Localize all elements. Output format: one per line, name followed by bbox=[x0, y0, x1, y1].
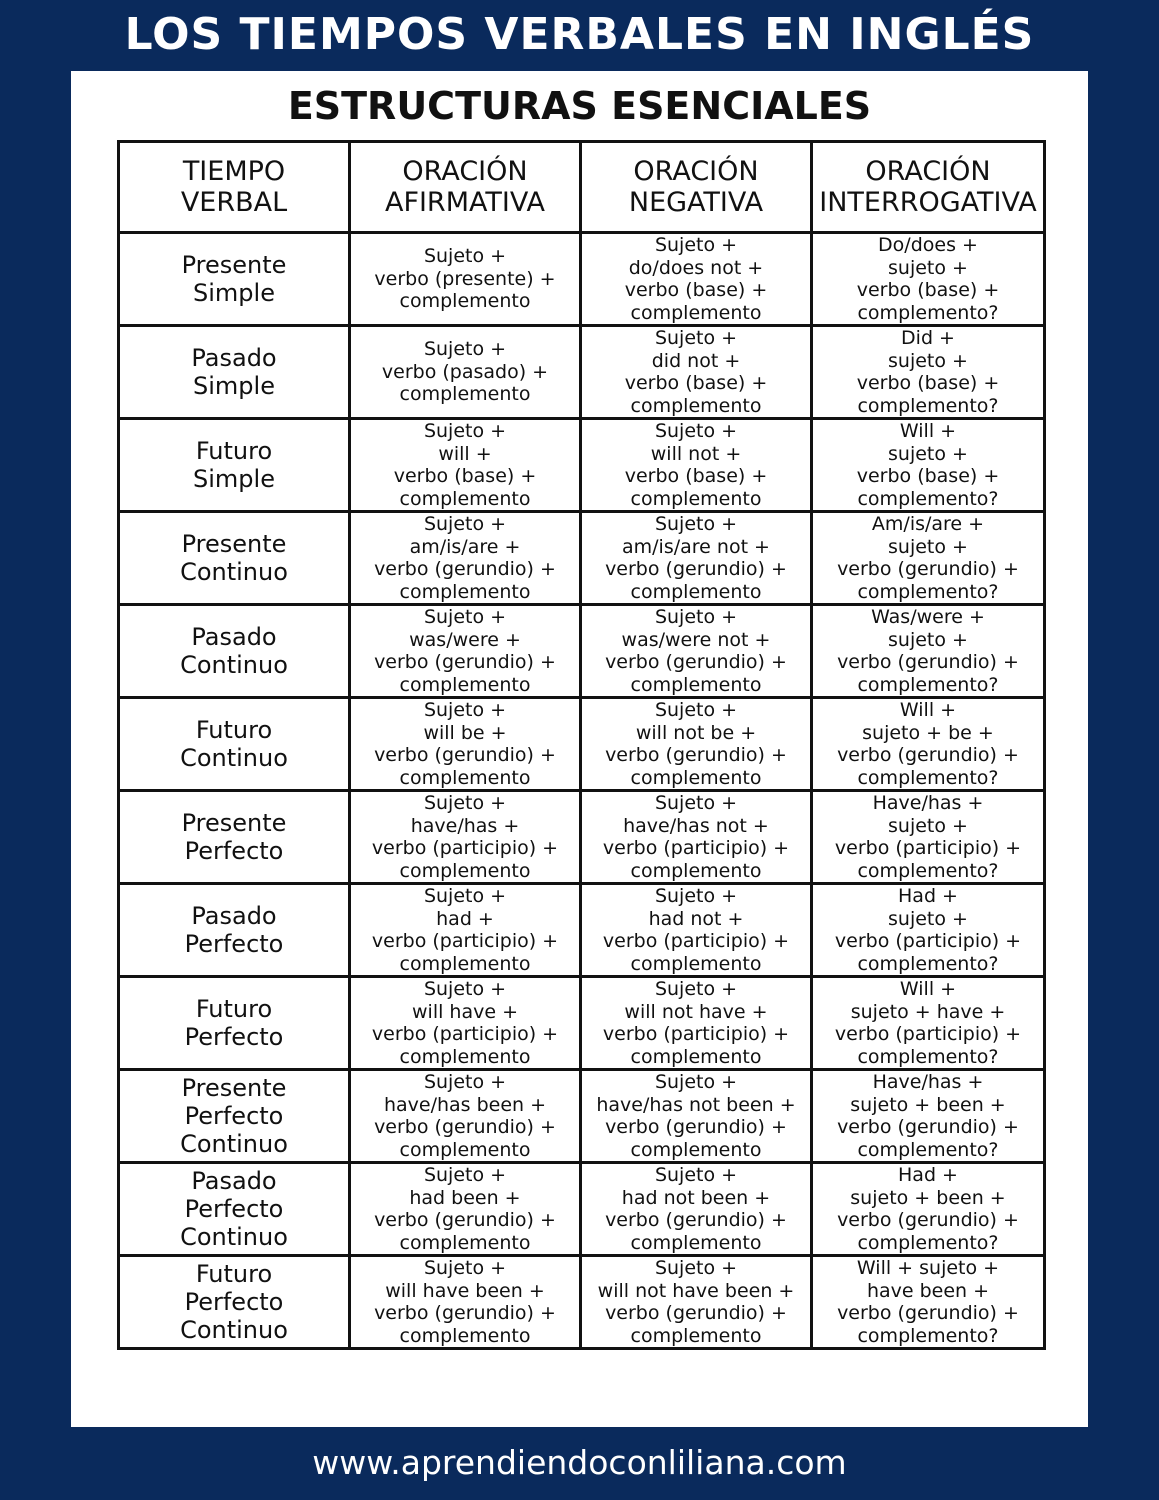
table-row bbox=[119, 512, 1045, 605]
cell-line: complemento bbox=[399, 580, 531, 603]
cell-line: have/has + bbox=[410, 814, 520, 837]
interrogative-cell bbox=[812, 233, 1045, 326]
cell-line: do/does not + bbox=[628, 256, 764, 279]
cell-line: Presente bbox=[181, 251, 287, 279]
cell-line: verbo (gerundio) + bbox=[605, 744, 787, 766]
header-interrogative bbox=[812, 142, 1045, 233]
affirmative-cell bbox=[350, 419, 581, 512]
header-affirmative bbox=[350, 142, 581, 233]
header-negative bbox=[581, 142, 812, 233]
cell-line: will + bbox=[438, 442, 492, 465]
cell-line: Sujeto + bbox=[423, 1257, 507, 1279]
cell-line: did not + bbox=[651, 349, 741, 372]
cell-line: Futuro bbox=[195, 1260, 273, 1288]
affirmative-cell bbox=[350, 233, 581, 326]
cell-line: Sujeto + bbox=[423, 699, 507, 721]
header-line: AFIRMATIVA bbox=[384, 187, 546, 218]
interrogative-cell bbox=[812, 1163, 1045, 1256]
negative-cell bbox=[581, 326, 812, 419]
table-row bbox=[119, 1163, 1045, 1256]
cell-line: complemento? bbox=[857, 859, 999, 882]
verb-tense-table bbox=[117, 140, 1046, 1350]
tense-cell bbox=[119, 977, 350, 1070]
cell-line: verbo (participio) + bbox=[834, 837, 1022, 859]
negative-cell bbox=[581, 1163, 812, 1256]
cell-line: complemento bbox=[399, 1045, 531, 1068]
cell-line: complemento bbox=[630, 580, 762, 603]
interrogative-cell bbox=[812, 512, 1045, 605]
tense-cell bbox=[119, 512, 350, 605]
cell-line: will not + bbox=[650, 442, 742, 465]
cell-line: verbo (base) + bbox=[393, 465, 537, 487]
cell-line: verbo (gerundio) + bbox=[605, 1209, 787, 1231]
cell-line: Sujeto + bbox=[654, 606, 738, 628]
tense-cell bbox=[119, 884, 350, 977]
affirmative-cell bbox=[350, 791, 581, 884]
cell-line: Had + bbox=[898, 1164, 958, 1186]
cell-line: verbo (base) + bbox=[624, 279, 768, 301]
negative-cell bbox=[581, 884, 812, 977]
interrogative-cell bbox=[812, 698, 1045, 791]
cell-line: Sujeto + bbox=[423, 420, 507, 442]
cell-line: verbo (base) + bbox=[856, 372, 1000, 394]
affirmative-cell bbox=[350, 512, 581, 605]
cell-line: verbo (gerundio) + bbox=[837, 558, 1019, 580]
cell-line: complemento? bbox=[857, 1324, 999, 1347]
affirmative-cell bbox=[350, 605, 581, 698]
cell-line: complemento? bbox=[857, 952, 999, 975]
cell-line: Futuro bbox=[195, 995, 273, 1023]
cell-line: will have been + bbox=[385, 1279, 545, 1302]
cell-line: complemento? bbox=[857, 580, 999, 603]
cell-line: Was/were + bbox=[871, 606, 985, 628]
cell-line: was/were not + bbox=[621, 628, 771, 651]
cell-line: complemento bbox=[630, 487, 762, 510]
cell-line: verbo (participio) + bbox=[834, 930, 1022, 952]
table-row bbox=[119, 326, 1045, 419]
negative-cell bbox=[581, 791, 812, 884]
negative-cell bbox=[581, 605, 812, 698]
main-title: LOS TIEMPOS VERBALES EN INGLÉS bbox=[124, 9, 1035, 60]
cell-line: verbo (gerundio) + bbox=[605, 1302, 787, 1324]
cell-line: sujeto + bbox=[888, 628, 968, 651]
cell-line: Perfecto bbox=[184, 1288, 284, 1316]
cell-line: complemento bbox=[630, 766, 762, 789]
header-line: VERBAL bbox=[180, 187, 288, 218]
cell-line: Simple bbox=[193, 372, 275, 400]
cell-line: complemento bbox=[630, 1231, 762, 1254]
cell-line: complemento bbox=[399, 383, 531, 406]
cell-line: Am/is/are + bbox=[871, 513, 985, 535]
cell-line: Futuro bbox=[195, 437, 273, 465]
interrogative-cell bbox=[812, 605, 1045, 698]
cell-line: Had + bbox=[898, 885, 958, 907]
cell-line: Pasado bbox=[191, 902, 277, 930]
cell-line: sujeto + bbox=[888, 535, 968, 558]
cell-line: Perfecto bbox=[184, 837, 284, 865]
negative-cell bbox=[581, 1070, 812, 1163]
cell-line: Sujeto + bbox=[423, 606, 507, 628]
tense-cell bbox=[119, 791, 350, 884]
cell-line: Did + bbox=[901, 327, 955, 349]
cell-line: verbo (gerundio) + bbox=[837, 1116, 1019, 1138]
negative-cell bbox=[581, 512, 812, 605]
affirmative-cell bbox=[350, 1256, 581, 1349]
cell-line: Sujeto + bbox=[423, 245, 507, 268]
cell-line: sujeto + have + bbox=[850, 1000, 1006, 1023]
cell-line: complemento bbox=[630, 301, 762, 324]
cell-line: complemento? bbox=[857, 394, 999, 417]
table-row bbox=[119, 977, 1045, 1070]
cell-line: have been + bbox=[866, 1279, 990, 1302]
table-row bbox=[119, 233, 1045, 326]
cell-line: verbo (pasado) + bbox=[381, 360, 549, 383]
header-line: ORACIÓN bbox=[633, 156, 759, 187]
cell-line: complemento? bbox=[857, 673, 999, 696]
cell-line: complemento? bbox=[857, 1045, 999, 1068]
affirmative-cell bbox=[350, 326, 581, 419]
cell-line: verbo (gerundio) + bbox=[605, 558, 787, 580]
cell-line: complemento bbox=[630, 859, 762, 882]
cell-line: will have + bbox=[412, 1000, 518, 1023]
cell-line: Sujeto + bbox=[423, 978, 507, 1000]
cell-line: Sujeto + bbox=[423, 1164, 507, 1186]
cell-line: will not be + bbox=[635, 721, 757, 744]
cell-line: have/has not + bbox=[623, 814, 769, 837]
cell-line: Sujeto + bbox=[423, 338, 507, 361]
cell-line: Sujeto + bbox=[654, 792, 738, 814]
cell-line: verbo (gerundio) + bbox=[374, 744, 556, 766]
negative-cell bbox=[581, 233, 812, 326]
cell-line: verbo (participio) + bbox=[371, 837, 559, 859]
cell-line: Perfecto bbox=[184, 930, 284, 958]
interrogative-cell bbox=[812, 791, 1045, 884]
cell-line: Have/has + bbox=[872, 1071, 984, 1093]
interrogative-cell bbox=[812, 977, 1045, 1070]
cell-line: Will + bbox=[899, 978, 957, 1000]
cell-line: verbo (participio) + bbox=[371, 1023, 559, 1045]
tense-cell bbox=[119, 326, 350, 419]
cell-line: verbo (participio) + bbox=[371, 930, 559, 952]
negative-cell bbox=[581, 977, 812, 1070]
cell-line: am/is/are + bbox=[409, 535, 521, 558]
cell-line: had been + bbox=[409, 1186, 521, 1209]
cell-line: verbo (participio) + bbox=[602, 930, 790, 952]
cell-line: Pasado bbox=[191, 623, 277, 651]
cell-line: Presente bbox=[181, 530, 287, 558]
cell-line: complemento? bbox=[857, 1138, 999, 1161]
cell-line: Sujeto + bbox=[654, 1164, 738, 1186]
cell-line: complemento bbox=[399, 487, 531, 510]
cell-line: Futuro bbox=[195, 716, 273, 744]
cell-line: Perfecto bbox=[184, 1102, 284, 1130]
cell-line: Will + sujeto + bbox=[856, 1257, 1000, 1279]
cell-line: Sujeto + bbox=[654, 699, 738, 721]
affirmative-cell bbox=[350, 1163, 581, 1256]
cell-line: Continuo bbox=[180, 744, 288, 772]
cell-line: complemento? bbox=[857, 301, 999, 324]
table-row bbox=[119, 1256, 1045, 1349]
cell-line: complemento? bbox=[857, 1231, 999, 1254]
table-row bbox=[119, 791, 1045, 884]
table-row bbox=[119, 1070, 1045, 1163]
header-line: NEGATIVA bbox=[628, 187, 764, 218]
cell-line: verbo (presente) + bbox=[374, 267, 556, 290]
cell-line: verbo (gerundio) + bbox=[837, 651, 1019, 673]
cell-line: verbo (gerundio) + bbox=[837, 744, 1019, 766]
header-line: ORACIÓN bbox=[402, 156, 528, 187]
cell-line: sujeto + been + bbox=[850, 1186, 1006, 1209]
cell-line: Continuo bbox=[180, 651, 288, 679]
cell-line: Pasado bbox=[191, 344, 277, 372]
cell-line: Sujeto + bbox=[654, 234, 738, 256]
cell-line: Sujeto + bbox=[654, 1071, 738, 1093]
cell-line: verbo (participio) + bbox=[834, 1023, 1022, 1045]
cell-line: verbo (gerundio) + bbox=[837, 1209, 1019, 1231]
website-url: www.aprendiendoconliliana.com bbox=[312, 1443, 847, 1482]
cell-line: complemento bbox=[630, 1138, 762, 1161]
cell-line: verbo (gerundio) + bbox=[605, 651, 787, 673]
cell-line: Perfecto bbox=[184, 1195, 284, 1223]
cell-line: Sujeto + bbox=[654, 420, 738, 442]
header-tense bbox=[119, 142, 350, 233]
table-row bbox=[119, 698, 1045, 791]
cell-line: Presente bbox=[181, 809, 287, 837]
tense-cell bbox=[119, 419, 350, 512]
cell-line: Pasado bbox=[191, 1167, 277, 1195]
cell-line: Sujeto + bbox=[654, 978, 738, 1000]
cell-line: complemento bbox=[630, 394, 762, 417]
cell-line: verbo (base) + bbox=[624, 372, 768, 394]
tense-cell bbox=[119, 1070, 350, 1163]
table-body bbox=[119, 233, 1045, 1349]
affirmative-cell bbox=[350, 977, 581, 1070]
cell-line: verbo (participio) + bbox=[602, 837, 790, 859]
subtitle: ESTRUCTURAS ESENCIALES bbox=[287, 84, 872, 128]
affirmative-cell bbox=[350, 698, 581, 791]
cell-line: sujeto + bbox=[888, 814, 968, 837]
cell-line: verbo (base) + bbox=[856, 279, 1000, 301]
cell-line: Simple bbox=[193, 279, 275, 307]
cell-line: Sujeto + bbox=[654, 327, 738, 349]
tense-cell bbox=[119, 1163, 350, 1256]
cell-line: verbo (base) + bbox=[624, 465, 768, 487]
tense-cell bbox=[119, 1256, 350, 1349]
cell-line: verbo (gerundio) + bbox=[374, 1116, 556, 1138]
negative-cell bbox=[581, 1256, 812, 1349]
cell-line: verbo (gerundio) + bbox=[374, 558, 556, 580]
cell-line: verbo (gerundio) + bbox=[374, 651, 556, 673]
cell-line: Sujeto + bbox=[423, 792, 507, 814]
cell-line: sujeto + bbox=[888, 442, 968, 465]
cell-line: complemento bbox=[399, 1231, 531, 1254]
cell-line: sujeto + bbox=[888, 256, 968, 279]
cell-line: complemento bbox=[630, 1324, 762, 1347]
cell-line: Perfecto bbox=[184, 1023, 284, 1051]
cell-line: Presente bbox=[181, 1074, 287, 1102]
cell-line: am/is/are not + bbox=[622, 535, 770, 558]
cell-line: complemento bbox=[630, 952, 762, 975]
cell-line: have/has been + bbox=[383, 1093, 547, 1116]
cell-line: had + bbox=[436, 907, 494, 930]
tense-cell bbox=[119, 605, 350, 698]
cell-line: sujeto + been + bbox=[850, 1093, 1006, 1116]
header-row bbox=[119, 142, 1045, 233]
cell-line: verbo (participio) + bbox=[602, 1023, 790, 1045]
cell-line: Will + bbox=[899, 699, 957, 721]
tense-cell bbox=[119, 698, 350, 791]
interrogative-cell bbox=[812, 1070, 1045, 1163]
cell-line: Sujeto + bbox=[423, 1071, 507, 1093]
cell-line: Continuo bbox=[180, 1223, 288, 1251]
cell-line: Continuo bbox=[180, 1316, 288, 1344]
cell-line: Sujeto + bbox=[654, 513, 738, 535]
cell-line: had not + bbox=[648, 907, 744, 930]
cell-line: sujeto + be + bbox=[862, 721, 994, 744]
cell-line: complemento? bbox=[857, 766, 999, 789]
negative-cell bbox=[581, 419, 812, 512]
cell-line: Sujeto + bbox=[423, 513, 507, 535]
cell-line: verbo (gerundio) + bbox=[374, 1302, 556, 1324]
affirmative-cell bbox=[350, 1070, 581, 1163]
cell-line: Sujeto + bbox=[654, 1257, 738, 1279]
cell-line: verbo (gerundio) + bbox=[374, 1209, 556, 1231]
cell-line: Have/has + bbox=[872, 792, 984, 814]
table-row bbox=[119, 884, 1045, 977]
header-line: INTERROGATIVA bbox=[819, 187, 1037, 218]
cell-line: Do/does + bbox=[878, 234, 978, 256]
cell-line: complemento bbox=[399, 290, 531, 313]
cell-line: verbo (gerundio) + bbox=[605, 1116, 787, 1138]
cell-line: complemento bbox=[630, 1045, 762, 1068]
interrogative-cell bbox=[812, 1256, 1045, 1349]
cell-line: Simple bbox=[193, 465, 275, 493]
cell-line: Continuo bbox=[180, 1130, 288, 1158]
cell-line: have/has not been + bbox=[596, 1093, 796, 1116]
cell-line: Will + bbox=[899, 420, 957, 442]
cell-line: complemento bbox=[399, 859, 531, 882]
interrogative-cell bbox=[812, 884, 1045, 977]
cell-line: sujeto + bbox=[888, 907, 968, 930]
cell-line: was/were + bbox=[409, 628, 521, 651]
cell-line: complemento bbox=[399, 1138, 531, 1161]
content-panel bbox=[71, 71, 1088, 1427]
cell-line: will not have been + bbox=[597, 1279, 795, 1302]
cell-line: complemento? bbox=[857, 487, 999, 510]
cell-line: Sujeto + bbox=[654, 885, 738, 907]
cell-line: will not have + bbox=[624, 1000, 768, 1023]
cell-line: had not been + bbox=[621, 1186, 771, 1209]
header-line: ORACIÓN bbox=[865, 156, 991, 187]
tense-cell bbox=[119, 233, 350, 326]
cell-line: complemento bbox=[630, 673, 762, 696]
interrogative-cell bbox=[812, 326, 1045, 419]
cell-line: Sujeto + bbox=[423, 885, 507, 907]
cell-line: complemento bbox=[399, 1324, 531, 1347]
cell-line: complemento bbox=[399, 952, 531, 975]
cell-line: verbo (gerundio) + bbox=[837, 1302, 1019, 1324]
cell-line: complemento bbox=[399, 766, 531, 789]
negative-cell bbox=[581, 698, 812, 791]
header-line: TIEMPO bbox=[182, 156, 286, 187]
interrogative-cell bbox=[812, 419, 1045, 512]
cell-line: sujeto + bbox=[888, 349, 968, 372]
table-row bbox=[119, 419, 1045, 512]
affirmative-cell bbox=[350, 884, 581, 977]
cell-line: will be + bbox=[423, 721, 507, 744]
cell-line: complemento bbox=[399, 673, 531, 696]
cell-line: verbo (base) + bbox=[856, 465, 1000, 487]
table-row bbox=[119, 605, 1045, 698]
cell-line: Continuo bbox=[180, 558, 288, 586]
